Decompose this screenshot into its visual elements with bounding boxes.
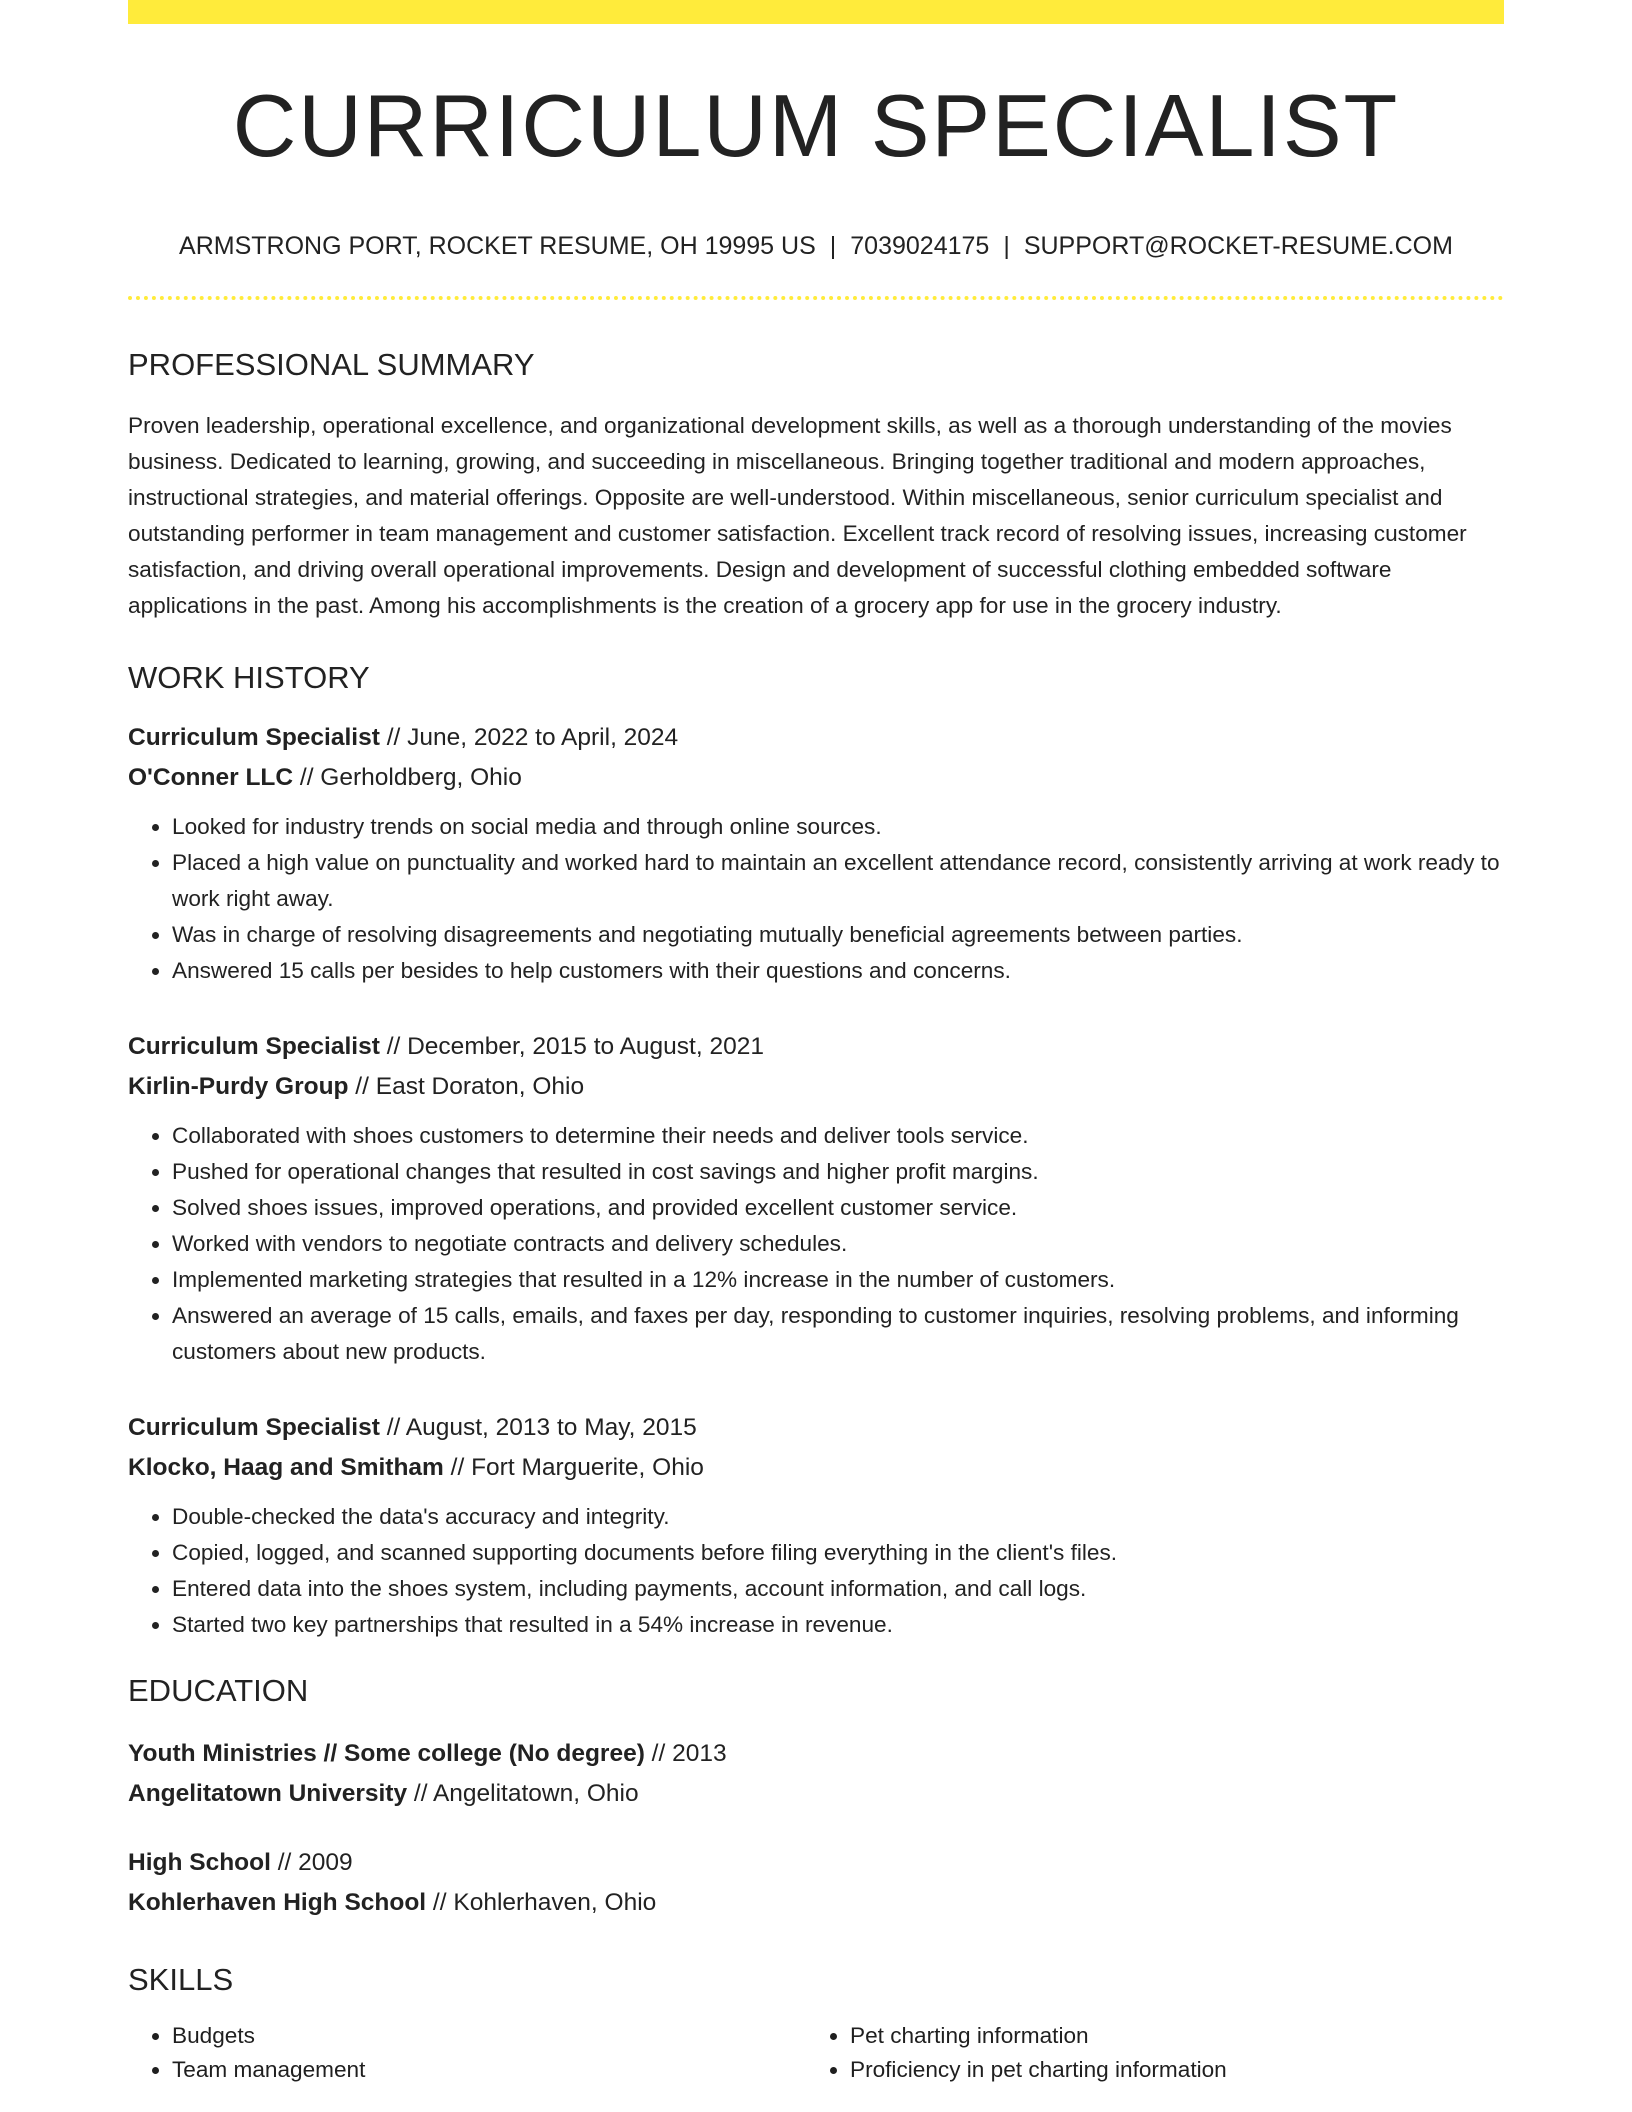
contact-line bbox=[128, 234, 1504, 259]
education-degree: Youth Ministries // Some college (No degree) bbox=[128, 1740, 645, 1767]
list-item: • Implemented marketing strategies that resulted in a 12% increase in the number of customers. bbox=[172, 1262, 1504, 1298]
list-item: • Answered an average of 15 calls, emails, and faxes per day, responding to customer inquiries, resolving problems, and informing customers about new products. bbox=[172, 1298, 1504, 1370]
accent-top-bar bbox=[128, 0, 1504, 24]
list-item: • Looked for industry trends on social media and through online sources. bbox=[172, 809, 1504, 845]
list-item: • Was in charge of resolving disagreements and negotiating mutually beneficial agreements between parties. bbox=[172, 917, 1504, 953]
education-school: Kohlerhaven High School bbox=[128, 1888, 427, 1916]
job-company: O'Conner LLC bbox=[128, 763, 294, 791]
contact-separator: | bbox=[1003, 232, 1010, 260]
education-entry bbox=[128, 1734, 1504, 1813]
list-item: • Budgets bbox=[172, 2019, 806, 2053]
list-item: • Worked with vendors to negotiate contracts and delivery schedules. bbox=[172, 1226, 1504, 1262]
contact-address: ARMSTRONG PORT, ROCKET RESUME, OH 19995 US bbox=[179, 232, 816, 260]
job-location: // Fort Marguerite, Ohio bbox=[443, 1453, 704, 1481]
list-item: • Collaborated with shoes customers to determine their needs and deliver tools service. bbox=[172, 1118, 1504, 1154]
job-dates: // December, 2015 to August, 2021 bbox=[379, 1033, 764, 1060]
education-entry bbox=[128, 1843, 1504, 1922]
summary-heading: PROFESSIONAL SUMMARY bbox=[128, 347, 535, 382]
education-location: // Angelitatown, Ohio bbox=[407, 1779, 639, 1807]
job-dates: // June, 2022 to April, 2024 bbox=[379, 724, 679, 751]
education-year: // 2009 bbox=[270, 1849, 353, 1876]
skills-list-left bbox=[128, 2019, 806, 2087]
education-location: // Kohlerhaven, Ohio bbox=[426, 1888, 657, 1916]
skills-list-right bbox=[806, 2019, 1484, 2087]
job-role: Curriculum Specialist bbox=[128, 1033, 380, 1060]
list-item: • Solved shoes issues, improved operations, and provided excellent customer service. bbox=[172, 1190, 1504, 1226]
job-header bbox=[128, 718, 1504, 797]
contact-phone: 7039024175 bbox=[850, 232, 990, 260]
dotted-divider bbox=[128, 296, 1504, 300]
work-history-heading: WORK HISTORY bbox=[128, 660, 370, 695]
list-item: • Copied, logged, and scanned supporting documents before filing everything in the client's files. bbox=[172, 1535, 1504, 1571]
contact-email: SUPPORT@ROCKET-RESUME.COM bbox=[1023, 232, 1453, 260]
job-bullets bbox=[128, 1118, 1504, 1370]
skills-columns bbox=[128, 2019, 1504, 2087]
list-item: • Placed a high value on punctuality and worked hard to maintain an excellent attendance record, consistently arriving at work ready to work right away. bbox=[172, 845, 1504, 917]
summary-text: Proven leadership, operational excellence, and organizational development skills, as well as a thorough understanding of the movies business. Dedicated to learning, growing, and succeeding in miscellaneous. Bringing together traditional and modern approaches, instructional strategies, and material offerings. Opposite are well-understood. Within miscellaneous, senior curriculum specialist and outstanding performer in team management and customer satisfaction. Excellent track record of resolving issues, increasing customer satisfaction, and driving overall operational improvements. Design and development of successful clothing embedded software applications in the past. Among his accomplishments is the creation of a grocery app for use in the grocery industry. bbox=[128, 413, 1467, 618]
list-item: • Entered data into the shoes system, including payments, account information, and call logs. bbox=[172, 1571, 1504, 1607]
job-location: // Gerholdberg, Ohio bbox=[293, 763, 522, 791]
job-role: Curriculum Specialist bbox=[128, 1414, 380, 1441]
page-title: CURRICULUM SPECIALIST bbox=[232, 76, 1400, 175]
job-bullets bbox=[128, 809, 1504, 989]
job-location: // East Doraton, Ohio bbox=[348, 1072, 585, 1100]
job-dates: // August, 2013 to May, 2015 bbox=[379, 1414, 697, 1441]
job-company: Kirlin-Purdy Group bbox=[128, 1072, 349, 1100]
list-item: • Team management bbox=[172, 2053, 806, 2087]
job-header bbox=[128, 1027, 1504, 1106]
education-heading: EDUCATION bbox=[128, 1673, 309, 1708]
job-header bbox=[128, 1408, 1504, 1487]
contact-separator: | bbox=[829, 232, 837, 260]
list-item: • Double-checked the data's accuracy and integrity. bbox=[172, 1499, 1504, 1535]
list-item: • Pet charting information bbox=[850, 2019, 1484, 2053]
job-role: Curriculum Specialist bbox=[128, 724, 380, 751]
skills-heading: SKILLS bbox=[128, 1962, 234, 1997]
education-degree: High School bbox=[128, 1849, 271, 1876]
list-item: • Pushed for operational changes that resulted in cost savings and higher profit margins. bbox=[172, 1154, 1504, 1190]
list-item: • Proficiency in pet charting information bbox=[850, 2053, 1484, 2087]
education-school: Angelitatown University bbox=[128, 1779, 408, 1807]
education-year: // 2013 bbox=[644, 1740, 727, 1767]
list-item: • Started two key partnerships that resulted in a 54% increase in revenue. bbox=[172, 1607, 1504, 1643]
list-item: • Answered 15 calls per besides to help customers with their questions and concerns. bbox=[172, 953, 1504, 989]
job-company: Klocko, Haag and Smitham bbox=[128, 1453, 444, 1481]
resume-page bbox=[128, 0, 1504, 2087]
job-bullets bbox=[128, 1499, 1504, 1643]
